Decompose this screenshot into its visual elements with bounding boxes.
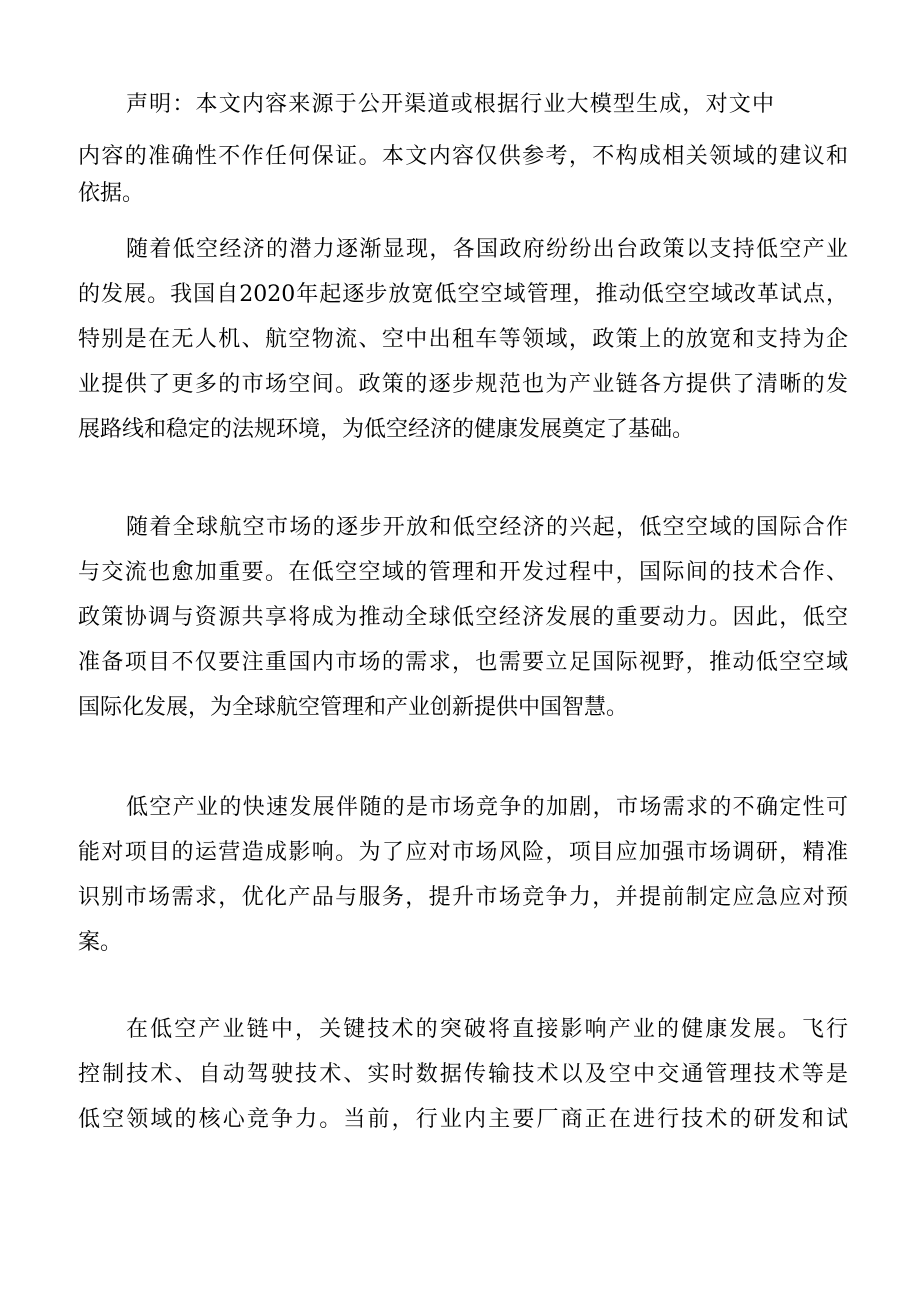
text-line: 与交流也愈加重要。在低空空域的管理和开发过程中，国际间的技术合作、 — [78, 560, 848, 585]
text-line: 识别市场需求，优化产品与服务，提升市场竞争力，并提前制定应急应对预 — [78, 885, 848, 910]
text-line: 控制技术、自动驾驶技术、实时数据传输技术以及空中交通管理技术等是 — [78, 1062, 848, 1087]
disclaimer-paragraph — [78, 79, 848, 220]
text-line: 随着全球航空市场的逐步开放和低空经济的兴起，低空空域的国际合作 — [126, 515, 848, 540]
text-line: 的发展。我国自2020年起逐步放宽低空空域管理，推动低空空域改革试点， — [78, 282, 848, 307]
text-line: 展路线和稳定的法规环境，为低空经济的健康发展奠定了基础。 — [78, 417, 695, 442]
text-line: 案。 — [78, 930, 123, 955]
body-paragraph — [78, 1007, 848, 1142]
text-line: 政策协调与资源共享将成为推动全球低空经济发展的重要动力。因此，低空 — [78, 605, 848, 630]
text-line: 准备项目不仅要注重国内市场的需求，也需要立足国际视野，推动低空空域 — [78, 650, 848, 675]
body-paragraph — [78, 227, 848, 452]
text-line: 内容的准确性不作任何保证。本文内容仅供参考，不构成相关领域的建议和 — [78, 144, 848, 169]
text-line: 国际化发展，为全球航空管理和产业创新提供中国智慧。 — [78, 695, 629, 720]
text-line: 业提供了更多的市场空间。政策的逐步规范也为产业链各方提供了清晰的发 — [78, 372, 848, 397]
text-line: 能对项目的运营造成影响。为了应对市场风险，项目应加强市场调研，精准 — [78, 840, 848, 865]
text-line: 低空领域的核心竞争力。当前，行业内主要厂商正在进行技术的研发和试 — [78, 1107, 848, 1132]
text-line: 特别是在无人机、航空物流、空中出租车等领域，政策上的放宽和支持为企 — [78, 327, 848, 352]
text-line: 在低空产业链中，关键技术的突破将直接影响产业的健康发展。飞行 — [126, 1017, 848, 1042]
text-line: 声明：本文内容来源于公开渠道或根据行业大模型生成，对文中 — [126, 92, 774, 117]
text-line: 随着低空经济的潜力逐渐显现，各国政府纷纷出台政策以支持低空产业 — [126, 237, 848, 262]
text-line: 依据。 — [78, 181, 145, 206]
body-paragraph — [78, 505, 848, 730]
text-line: 低空产业的快速发展伴随的是市场竞争的加剧，市场需求的不确定性可 — [126, 795, 848, 820]
body-paragraph — [78, 785, 848, 965]
